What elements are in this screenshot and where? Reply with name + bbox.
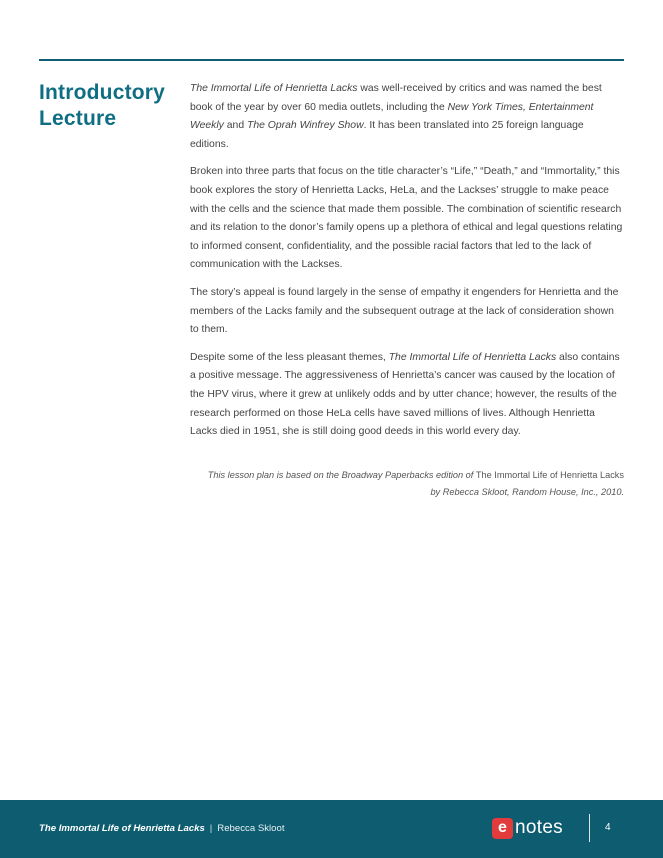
footer-separator: | — [209, 823, 213, 834]
edition-book-title: The Immortal Life of Henrietta Lacks — [475, 470, 624, 480]
paragraph-text: Despite some of the less pleasant themes, — [190, 351, 389, 363]
paragraph-appeal: The story’s appeal is found largely in the sense of empathy it engenders for Henrietta and the members of the Lacks family and the subsequent outrage at the lack of consideration shown to them. — [190, 286, 619, 336]
paragraph-text: also contains a positive message. The aggressiveness of Henrietta’s cancer was caused by the location of the HPV virus, where it grew at unlikely odds and by utter chance; however, the results of the research performed on those HeLa cells have saved millions of lives. Although Henrietta Lacks died in 1951, she is still doing good deeds in this world every day. — [190, 351, 620, 438]
edition-note-text: by Rebecca Skloot, Random House, Inc., 2010. — [430, 487, 624, 497]
section-heading-line-2: Lecture — [39, 107, 117, 130]
book-title-ref: The Immortal Life of Henrietta Lacks — [388, 351, 557, 363]
page-number: 4 — [605, 822, 611, 833]
footer-author: Rebecca Skloot — [217, 823, 285, 834]
enotes-logo[interactable] — [492, 817, 563, 839]
paragraph-text: was well-received by critics and was named the best book of the year by over 60 media outlets, including the — [190, 83, 602, 113]
paragraph-message — [190, 349, 624, 442]
footer-citation — [39, 823, 285, 834]
paragraph-structure: Broken into three parts that focus on the title character’s “Life,” “Death,” and “Immortality,” this book explores the story of Henrietta Lacks, HeLa, and the Lackses’ struggle to make peace with the cells and the science that made them possible. The combination of scientific research and its relation to the donor’s family opens up a plethora of ethical and legal questions relating to informed consent, confidentiality, and the possible racial factors that led to the lack of communication with the Lackses. — [190, 166, 623, 271]
paragraph-text: . It has been translated into 25 foreign language editions. — [190, 120, 584, 150]
header-rule — [39, 59, 624, 61]
paragraph-text: and — [223, 120, 248, 132]
media-outlets-ref: New York Times, Entertainment Weekly — [190, 101, 594, 132]
page-footer — [0, 800, 663, 858]
edition-note-text: This lesson plan is based on the Broadway Paperbacks edition of — [207, 470, 476, 480]
lecture-body — [190, 80, 624, 451]
section-heading-line-1: Introductory — [39, 81, 166, 104]
enotes-logo-text: notes — [515, 817, 563, 838]
footer-book-title: The Immortal Life of Henrietta Lacks — [39, 823, 205, 834]
footer-divider — [589, 814, 590, 842]
tv-show-ref: The Oprah Winfrey Show — [247, 120, 364, 132]
paragraph-reception — [190, 80, 624, 154]
enotes-logo-icon: e — [492, 818, 513, 839]
edition-note — [204, 467, 624, 501]
section-heading — [39, 80, 179, 132]
book-title-ref: The Immortal Life of Henrietta Lacks — [190, 83, 358, 94]
